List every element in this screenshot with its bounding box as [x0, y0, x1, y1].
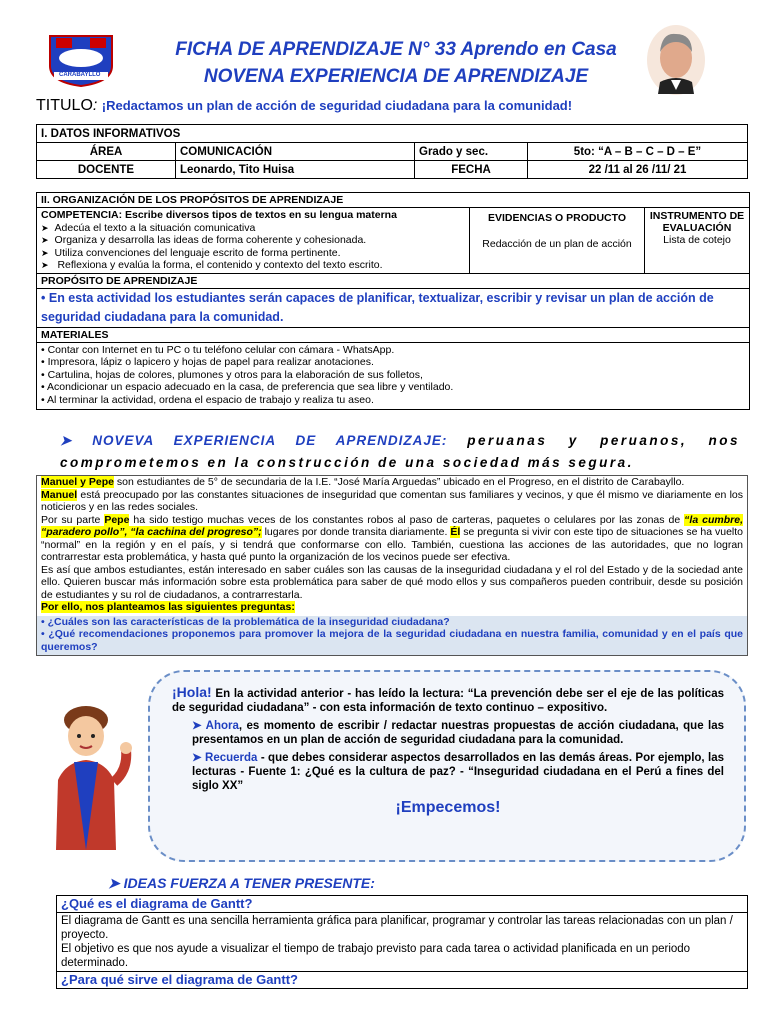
titulo [36, 97, 572, 115]
organizacion-section [36, 192, 750, 410]
title-line-2: NOVENA EXPERIENCIA DE APRENDIZAJE [203, 66, 589, 87]
list-item: • Al terminar la actividad, ordena el espacio de trabajo y realiza tu aseo. [41, 393, 374, 406]
evidencias-label: EVIDENCIAS O PRODUCTO [487, 212, 627, 224]
question-item: • ¿Qué recomendaciones proponemos para promover la mejora de la seguridad ciudadana en nuestra familia, comunidad y en el país que queremos? [41, 628, 743, 653]
instrumento-value: Lista de cotejo [663, 234, 731, 246]
evidencias-cell [470, 208, 645, 273]
story-paragraph: Manuel y Pepe son estudiantes de 5° de secundaria de la I.E. “José María Arguedas” ubicado en el Progreso, en el distrito de Carabayllo. [41, 476, 685, 488]
gantt-box [56, 895, 748, 989]
school-logo [42, 32, 120, 88]
competencia-item: ➤ Utiliza convenciones del lenguaje escrito de forma pertinente. [41, 246, 341, 259]
arrow-icon: ➤ [41, 235, 49, 245]
arrow-icon: ➤ [41, 260, 49, 270]
arrow-icon: ➤ [192, 752, 206, 764]
bubble-ahora: ➤ Ahora, es momento de escribir / redactar nuestras propuestas de acción ciudadana, que las presentamos en un plan de acción de seguridad ciudadana para la comunidad. [192, 720, 725, 746]
list-item: • Acondicionar un espacio adecuado en la casa, de preferencia que sea libre y ventilado. [41, 381, 454, 393]
title-line-1: FICHA DE APRENDIZAJE N° 33 Aprendo en Casa [175, 39, 617, 60]
story-paragraph: Por su parte Pepe ha sido testigo muchas veces de los constantes robos al paso de carteras, paquetes o celulares por las zonas de “la cumbre, “paradero pollo”, “la cachina del progreso”; lugares por donde transita diariamente. Él se pregunta si vivir con este tipo de situaciones se ha vuelto “normal” en la región y en el país, y si tendrá que conformarse con ello. También, cuestiona las acciones de las autoridades, que no logran contrarrestar esta problemática, y hasta qué punto la organización de los vecinos puede ser efectiva. [41, 513, 744, 563]
instrumento-cell [645, 208, 749, 273]
bubble-cta: ¡Empecemos! [395, 799, 501, 816]
grado-value: 5to: “A – B – C – D – E” [528, 143, 748, 161]
grado-label: Grado y sec. [415, 143, 528, 161]
competencia-cell [37, 208, 470, 273]
question-item: • ¿Cuáles son las características de la problemática de la inseguridad ciudadana? [41, 615, 450, 628]
bubble-intro: ¡Hola! En la actividad anterior - has leído la lectura: “La prevención debe ser el eje de las políticas de seguridad ciudadana” - con esta información de texto continuo – expositivo. [172, 684, 724, 714]
arrow-icon: ➤ [41, 247, 49, 258]
titulo-label: TITULO: [36, 97, 98, 114]
novena-label: NOVEVA EXPERIENCIA DE APRENDIZAJE: [92, 433, 448, 448]
evidencias-value: Redacción de un plan de acción [482, 238, 632, 250]
materiales-label: MATERIALES [37, 328, 749, 343]
story-box [36, 475, 748, 656]
list-item: • Contar con Internet en tu PC o tu teléfono celular con cámara - WhatsApp. [41, 343, 395, 356]
proposito-label: PROPÓSITO DE APRENDIZAJE [37, 274, 749, 289]
area-label: ÁREA [37, 143, 176, 161]
gantt-answer-1: El diagrama de Gantt es una sencilla herramienta gráfica para planificar, programar y controlar las tareas relacionadas con un plan / proyecto. El objetivo es que nos ayude a visualizar el tiempo de trabajo previsto para cada tarea o actividad planificada en un periodo determinado. [57, 913, 747, 972]
page-title [136, 36, 656, 90]
fecha-label: FECHA [415, 161, 528, 179]
story-paragraph: Manuel está preocupado por las constantes situaciones de inseguridad que comentan sus familiares y vecinos, y que él mismo ve diariamente en los noticieros y en las redes sociales. [41, 488, 743, 513]
fecha-value: 22 /11 al 26 /11/ 21 [528, 161, 748, 179]
arrow-icon: ➤ [60, 433, 93, 448]
datos-heading: I. DATOS INFORMATIVOS [37, 125, 748, 143]
bubble-recuerda: ➤ Recuerda - que debes considerar aspectos desarrollados en las demás áreas. Por ejemplo, las lecturas - Fuente 1: ¿Qué es la cultura de paz? - “Inseguridad ciudadana en el Perú a fines del siglo XX” [192, 752, 724, 792]
competencia-row [37, 208, 749, 274]
bubble-text [172, 685, 724, 815]
gantt-question-1: ¿Qué es el diagrama de Gantt? [57, 896, 747, 913]
organizacion-heading: II. ORGANIZACIÓN DE LOS PROPÓSITOS DE APRENDIZAJE [37, 193, 749, 208]
area-value: COMUNICACIÓN [176, 143, 415, 161]
competencia-item: ➤ Organiza y desarrolla las ideas de forma coherente y cohesionada. [41, 234, 367, 246]
novena-text: peruanas y peruanos, nos comprometemos en la construcción de una sociedad más segura. [60, 433, 740, 470]
arrow-icon: ➤ [192, 720, 206, 732]
portrait-image [646, 24, 706, 96]
story-paragraph: Es así que ambos estudiantes, están interesado en saber cuáles son las causas de la inseguridad ciudadana y el rol del Estado y de la sociedad ante ello. Quieren buscar más información sobre esta problemática para saber de qué modo ellos y sus compañeros pueden contribuir, desde su posición de estudiantes y su rol de ciudadanos, a contrarrestarla. [41, 563, 743, 601]
ideas-heading: ➤ IDEAS FUERZA A TENER PRESENTE: [108, 875, 375, 891]
logo-text: CARABAYLLO [59, 72, 101, 78]
student-illustration [36, 700, 136, 865]
docente-value: Leonardo, Tito Huisa [176, 161, 415, 179]
datos-informativos-table [36, 124, 748, 179]
novena-heading [60, 430, 740, 474]
competencia-item: ➤ Adecúa el texto a la situación comunicativa [41, 221, 256, 234]
docente-label: DOCENTE [37, 161, 176, 179]
titulo-text: ¡Redactamos un plan de acción de seguridad ciudadana para la comunidad! [101, 98, 573, 113]
materiales-list [37, 344, 749, 407]
instrumento-label: INSTRUMENTO DE EVALUACIÓN [649, 210, 745, 234]
arrow-icon: ➤ [41, 222, 49, 233]
list-item: • Impresora, lápiz o lapicero y hojas de papel para realizar anotaciones. [41, 356, 374, 368]
proposito-text-row: • En esta actividad los estudiantes serán capaces de planificar, textualizar, escribir y revisar un plan de acción de seguridad ciudadana para la comunidad. [37, 289, 749, 328]
story-prompt: Por ello, nos planteamos las siguientes preguntas: [41, 601, 295, 613]
proposito-text: En esta actividad los estudiantes serán capaces de planificar, textualizar, escribir y revisar un plan de acción de seguridad ciudadana para la comunidad. [41, 290, 714, 324]
questions-block [37, 616, 747, 656]
competencia-text: COMPETENCIA: Escribe diversos tipos de textos en su lengua materna [41, 209, 397, 221]
gantt-question-2: ¿Para qué sirve el diagrama de Gantt? [57, 972, 747, 988]
list-item: • Cartulina, hojas de colores, plumones y otros para la elaboración de sus folletos, [41, 368, 423, 381]
arrow-icon: ➤ [108, 875, 124, 891]
competencia-item: ➤ Reflexiona y evalúa la forma, el contenido y contexto del texto escrito. [41, 259, 383, 271]
